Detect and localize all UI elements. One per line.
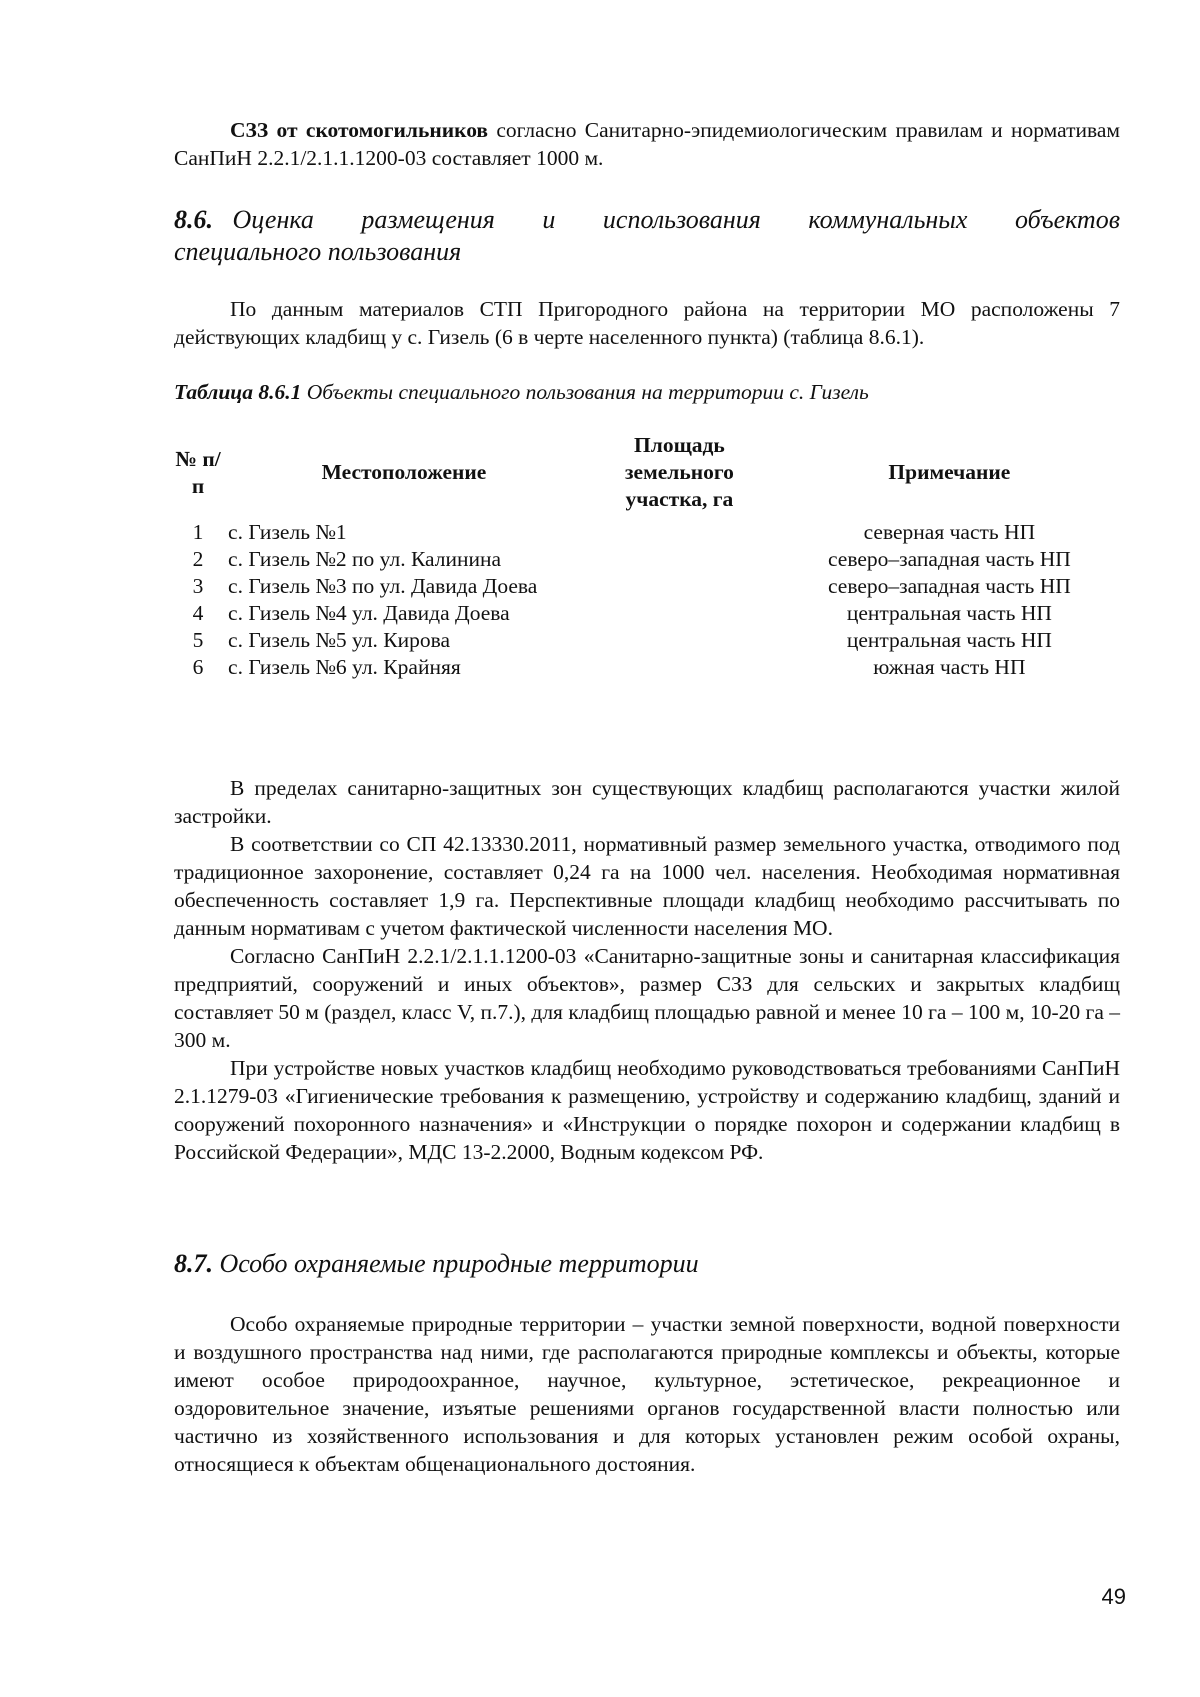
- row-note: южная часть НП: [873, 655, 1026, 679]
- row-num: 3: [192, 574, 204, 598]
- row-area: [580, 513, 779, 546]
- section-heading-8-7: [174, 1248, 1120, 1280]
- row-num: 6: [192, 655, 204, 679]
- row-note: северная часть НП: [863, 520, 1036, 544]
- header-note: Примечание: [888, 460, 1011, 484]
- intro-paragraph: [174, 116, 1120, 172]
- row-area: [580, 573, 779, 600]
- row-location: с. Гизель №1: [228, 520, 347, 544]
- heading-word: Оценка: [232, 205, 314, 234]
- stp-text: По данным материалов СТП Пригородного района на территории МО расположены 7 действующих кладбищ у с. Гизель (6 в черте населенного пункта) (таблица 8.6.1).: [174, 297, 1120, 349]
- page-number: 49: [1101, 1584, 1126, 1609]
- intro-text: согласно Санитарно-эпидемиологическим правилам и нормативам СанПиН 2.2.1/2.1.1.1200-03 составляет 1000 м.: [174, 118, 1121, 170]
- heading-word: размещения: [361, 205, 495, 234]
- section-number-8-7: 8.7.: [174, 1249, 213, 1278]
- heading-line-2: специального пользования: [174, 237, 462, 266]
- cemetery-paragraphs: [174, 774, 1120, 1166]
- header-location: Местоположение: [321, 460, 487, 484]
- table-row: [174, 627, 1120, 654]
- section-number-8-6: 8.6.: [174, 205, 213, 234]
- row-num: 2: [192, 547, 204, 571]
- row-area: [580, 627, 779, 654]
- oopt-text: Особо охраняемые природные территории – участки земной поверхности, водной поверхности и воздушного пространства над ними, где располагаются природные комплексы и объекты, которые имеют особое природоохранное, научное, культурное, эстетическое, рекреационное и оздоровительное значение, изъятые решениями органов государственной власти полностью или частично из хозяйственного использования и для которых установлен режим особой охраны, относящиеся к объектам общенационального достояния.: [174, 1312, 1120, 1476]
- row-location: с. Гизель №6 ул. Крайняя: [228, 655, 461, 679]
- heading-word: коммунальных: [808, 205, 968, 234]
- row-num: 5: [192, 628, 204, 652]
- row-note: северо–западная часть НП: [828, 547, 1071, 571]
- row-num: 1: [192, 520, 204, 544]
- paragraph: В пределах санитарно-защитных зон существующих кладбищ располагаются участки жилой застройки.: [174, 776, 1120, 828]
- row-num: 4: [192, 601, 204, 625]
- row-note: северо–западная часть НП: [828, 574, 1071, 598]
- row-area: [580, 546, 779, 573]
- table-caption-text: Объекты специального пользования на территории с. Гизель: [301, 380, 869, 404]
- table-row: [174, 600, 1120, 627]
- table-header-row: [174, 432, 1120, 513]
- objects-table: [174, 432, 1120, 681]
- stp-paragraph: [174, 295, 1120, 351]
- section-heading-8-6: [174, 204, 1120, 268]
- table-caption-number: Таблица 8.6.1: [174, 380, 302, 404]
- table-caption: [174, 378, 1120, 406]
- row-location: с. Гизель №5 ул. Кирова: [228, 628, 451, 652]
- row-location: с. Гизель №2 по ул. Калинина: [228, 547, 502, 571]
- table-row: [174, 513, 1120, 546]
- intro-bold-term: СЗЗ от скотомогильников: [230, 118, 489, 142]
- row-area: [580, 654, 779, 681]
- header-num: № п/п: [175, 446, 221, 498]
- header-area: Площадь земельного участка, га: [624, 433, 734, 511]
- row-note: центральная часть НП: [846, 628, 1052, 652]
- row-location: с. Гизель №3 по ул. Давида Доева: [228, 574, 538, 598]
- row-location: с. Гизель №4 ул. Давида Доева: [228, 601, 510, 625]
- row-note: центральная часть НП: [846, 601, 1052, 625]
- oopt-paragraph: [174, 1310, 1120, 1478]
- table-row: [174, 654, 1120, 681]
- paragraph: Согласно СанПиН 2.2.1/2.1.1.1200-03 «Санитарно-защитные зоны и санитарная классификация предприятий, сооружений и иных объектов», размер СЗЗ для сельских и закрытых кладбищ составляет 50 м (раздел, класс V, п.7.), для кладбищ площадью равной и менее 10 га – 100 м, 10-20 га – 300 м.: [174, 944, 1120, 1052]
- paragraph: При устройстве новых участков кладбищ необходимо руководствоваться требованиями СанПиН 2.1.1279-03 «Гигиенические требования к размещению, устройству и содержанию кладбищ, зданий и сооружений похоронного назначения» и «Инструкции о порядке похорон и содержании кладбищ в Российской Федерации», МДС 13-2.2000, Водным кодексом РФ.: [174, 1056, 1120, 1164]
- heading-word: объектов: [1014, 205, 1120, 234]
- heading-word: и: [542, 205, 556, 234]
- table-row: [174, 573, 1120, 600]
- section-title-8-7: Особо охраняемые природные территории: [213, 1249, 699, 1278]
- heading-word: использования: [602, 205, 761, 234]
- row-area: [580, 600, 779, 627]
- table-row: [174, 546, 1120, 573]
- paragraph: В соответствии со СП 42.13330.2011, нормативный размер земельного участка, отводимого под традиционное захоронение, составляет 0,24 га на 1000 чел. населения. Необходимая нормативная обеспеченность составляет 1,9 га. Перспективные площади кладбищ необходимо рассчитывать по данным нормативам с учетом фактической численности населения МО.: [174, 832, 1120, 940]
